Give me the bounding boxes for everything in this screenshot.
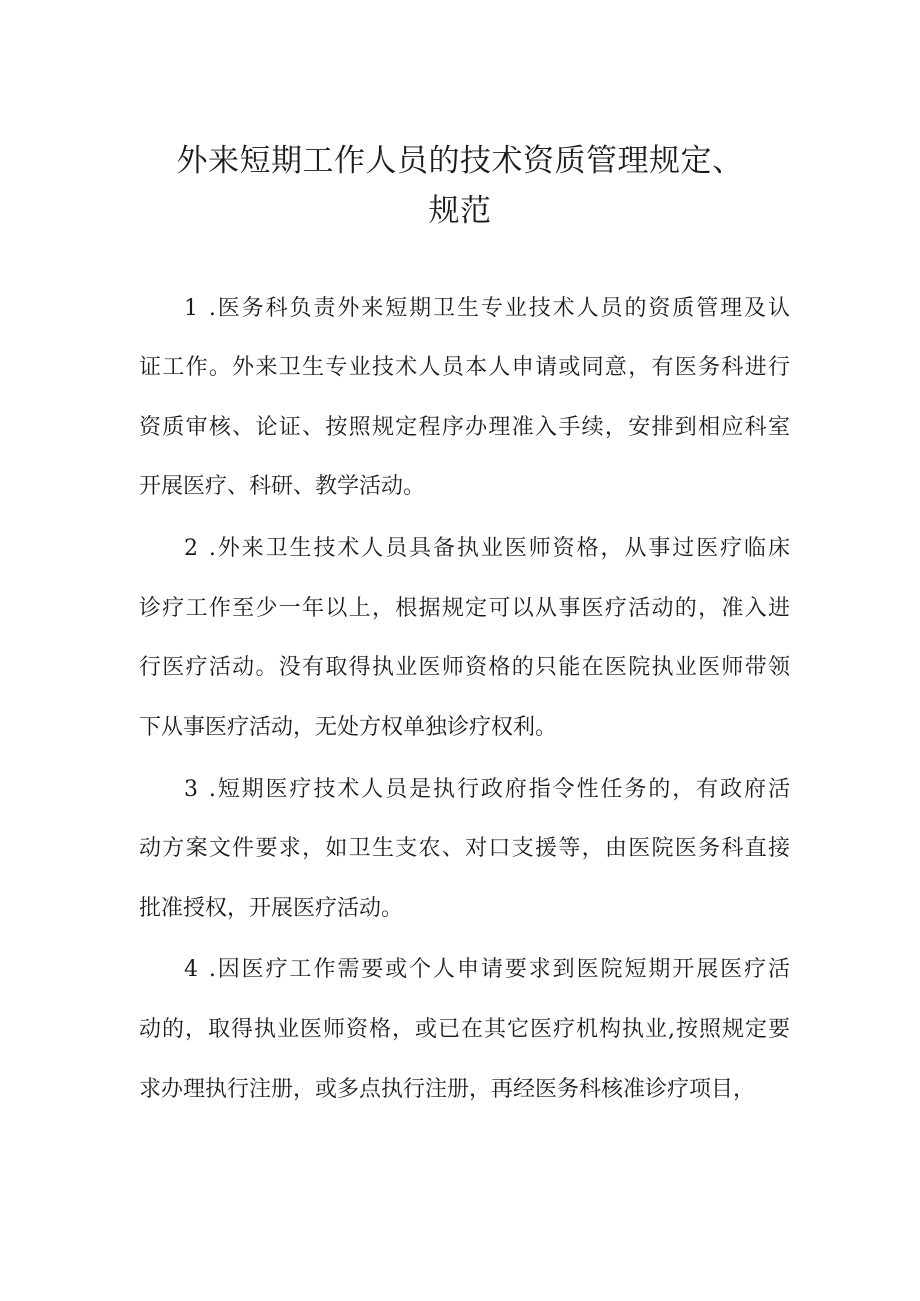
paragraph-line: 资质审核、论证、按照规定程序办理准入手续，安排到相应科室 — [139, 415, 792, 440]
paragraph-line: 批准授权，开展医疗活动。 — [139, 896, 404, 921]
paragraph-line: 下从事医疗活动，无处方权单独诊疗权利。 — [139, 715, 558, 740]
document-title-line-1: 外来短期工作人员的技术资质管理规定、 — [176, 143, 744, 179]
paragraph-line: 求办理执行注册，或多点执行注册，再经医务科核准诊疗项目， — [139, 1077, 756, 1102]
paragraph-line: 动的，取得执业医师资格，或已在其它医疗机构执业,按照规定要 — [139, 1017, 791, 1042]
paragraph-line: 动方案文件要求，如卫生支农、对口支援等，由医院医务科直接 — [139, 836, 792, 861]
paragraph-line: 诊疗工作至少一年以上，根据规定可以从事医疗活动的，准入进 — [139, 596, 792, 621]
paragraph-line: 行医疗活动。没有取得执业医师资格的只能在医院执业医师带领 — [139, 655, 792, 680]
paragraph-line: 1 .医务科负责外来短期卫生专业技术人员的资质管理及认 — [184, 296, 792, 321]
paragraph-line: 开展医疗、科研、教学活动。 — [139, 474, 426, 499]
paragraph-line: 证工作。外来卫生专业技术人员本人申请或同意，有医务科进行 — [139, 355, 792, 380]
paragraph-line: 3 .短期医疗技术人员是执行政府指令性任务的，有政府活 — [184, 777, 792, 802]
document-title-line-2: 规范 — [428, 193, 492, 229]
paragraph-line: 2 .外来卫生技术人员具备执业医师资格，从事过医疗临床 — [184, 536, 792, 561]
paragraph-line: 4 .因医疗工作需要或个人申请要求到医院短期开展医疗活 — [184, 957, 792, 982]
